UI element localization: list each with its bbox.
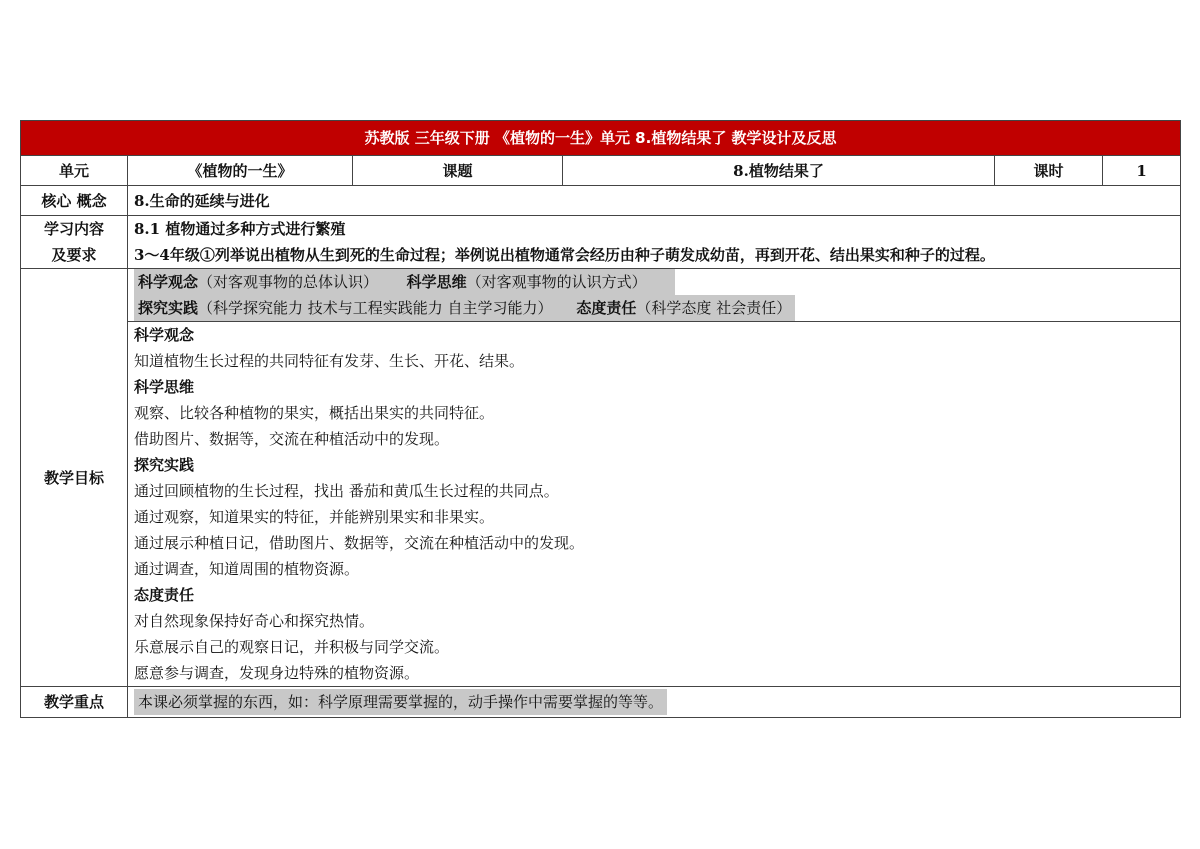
goal-item: 借助图片、数据等，交流在种植活动中的发现。 [134,430,450,448]
topic-value: 8.植物结果了 [563,156,995,186]
goals-summary-line2: 探究实践（科学探究能力 技术与工程实践能力 自主学习能力） 态度责任（科学态度 社会责任） [134,295,795,321]
topic-label: 课题 [353,156,563,186]
goal-item: 对自然现象保持好奇心和探究热情。 [134,612,375,630]
learning-label [21,216,128,269]
lesson-plan-table [20,120,1181,718]
goal-item: 愿意参与调查，发现身边特殊的植物资源。 [134,664,420,682]
goals-label: 教学目标 [21,269,128,687]
goals-summary-line1: 科学观念（对客观事物的总体认识） 科学思维（对客观事物的认识方式） [134,269,675,295]
focus-cell [128,687,1181,718]
focus-value: 本课必须掌握的东西，如：科学原理需要掌握的，动手操作中需要掌握的等等。 [134,689,667,715]
goal-heading: 科学观念 [134,326,195,344]
learning-content [128,216,1181,269]
goal-heading: 探究实践 [134,456,195,474]
core-concept-value: 8.生命的延续与进化 [128,186,1181,216]
period-value: 1 [1103,156,1181,186]
goal-item: 观察、比较各种植物的果实，概括出果实的共同特征。 [134,404,495,422]
goal-item: 知道植物生长过程的共同特征有发芽、生长、开花、结果。 [134,352,525,370]
learning-label-line2: 及要求 [51,246,97,264]
learning-line2: 3～4年级①列举说出植物从生到死的生命过程；举例说出植物通常会经历由种子萌发成幼苗，再到开花、结出果实和种子的过程。 [134,246,995,264]
goal-item: 通过观察，知道果实的特征，并能辨别果实和非果实。 [134,508,495,526]
period-label: 课时 [995,156,1103,186]
core-concept-label: 核心 概念 [21,186,128,216]
unit-value: 《植物的一生》 [128,156,353,186]
goal-item: 通过回顾植物的生长过程，找出 番茄和黄瓜生长过程的共同点。 [134,482,559,500]
goal-item: 乐意展示自己的观察日记，并积极与同学交流。 [134,638,450,656]
focus-label: 教学重点 [21,687,128,718]
goal-heading: 态度责任 [134,586,195,604]
learning-label-line1: 学习内容 [43,220,104,238]
goal-item: 通过调查，知道周围的植物资源。 [134,560,360,578]
goal-item: 通过展示种植日记，借助图片、数据等，交流在种植活动中的发现。 [134,534,585,552]
document-title: 苏教版 三年级下册 《植物的一生》单元 8.植物结果了 教学设计及反思 [21,121,1181,156]
learning-line1: 8.1 植物通过多种方式进行繁殖 [134,220,346,238]
goals-detail [128,322,1181,687]
goal-heading: 科学思维 [134,378,195,396]
goals-summary [128,269,1181,322]
unit-label: 单元 [21,156,128,186]
